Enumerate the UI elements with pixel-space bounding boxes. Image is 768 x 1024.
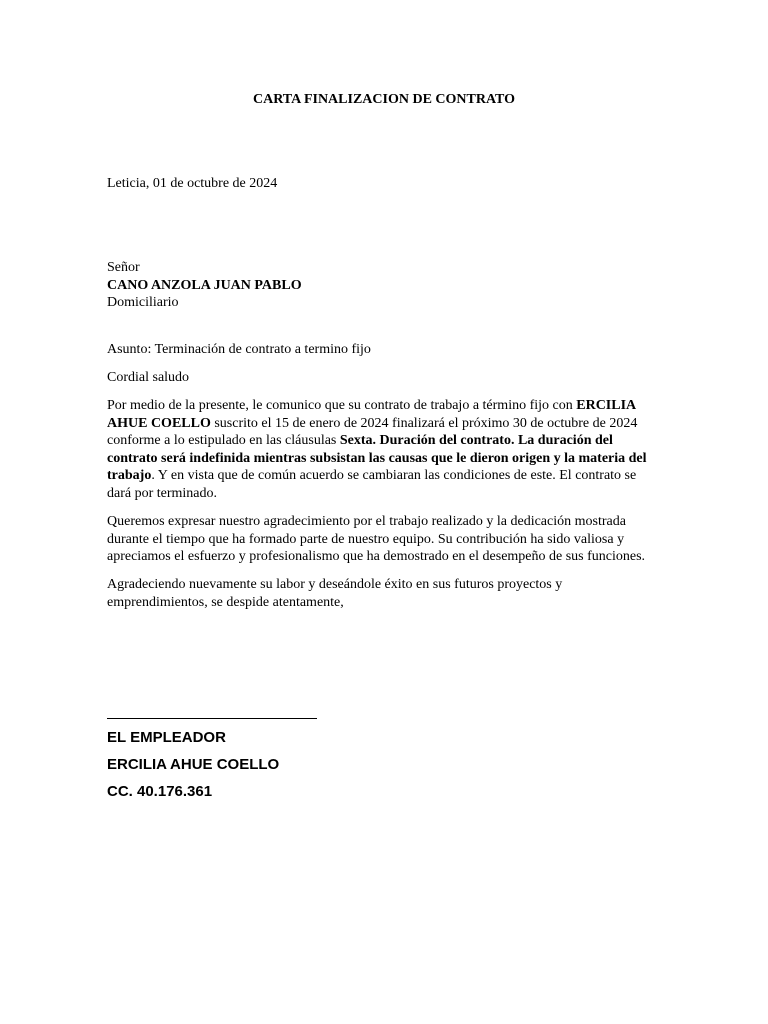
paragraph-1-text-b: suscrito el 15 de enero de 2024 finalizará el próximo 30 de octubre de 2024 conforme a lo estipulado en las cláusulas — [107, 415, 638, 448]
signature-id: CC. 40.176.361 — [107, 783, 213, 800]
recipient-role: Domiciliario — [107, 295, 179, 310]
body-paragraph-2: Queremos expresar nuestro agradecimiento por el trabajo realizado y la dedicación mostrada durante el tiempo que ha formado parte de nuestro equipo. Su contribución ha sido valiosa y apreciamos el esfuerzo y profesionalismo que ha demostrado en el desempeño de sus funciones. — [107, 514, 646, 564]
paragraph-1-text-c: . Y en vista que de común acuerdo se cambiaran las condiciones de este. El contrato se dará por terminado. — [107, 468, 637, 501]
signature-line — [107, 718, 317, 719]
recipient-salutation: Señor — [107, 260, 140, 275]
recipient-block — [107, 259, 662, 312]
place-date: Leticia, 01 de octubre de 2024 — [107, 176, 278, 191]
greeting: Cordial saludo — [107, 370, 190, 385]
signature-name: ERCILIA AHUE COELLO — [107, 756, 280, 773]
body-paragraph-3: Agradeciendo nuevamente su labor y deseándole éxito en sus futuros proyectos y emprendimientos, se despide atentamente, — [107, 577, 563, 610]
body-paragraph-1 — [107, 397, 662, 502]
recipient-name: CANO ANZOLA JUAN PABLO — [107, 277, 302, 293]
employer-name-bold: ERCILIA AHUE COELLO — [107, 398, 636, 431]
paragraph-1-text-a: Por medio de la presente, le comunico que su contrato de trabajo a término fijo con — [107, 398, 577, 413]
contract-clause-bold: Sexta. Duración del contrato. La duración del contrato será indefinida mientras subsistan las causas que le dieron origen y la materia del trabajo — [107, 433, 647, 483]
subject-line: Asunto: Terminación de contrato a termino fijo — [107, 342, 371, 357]
signature-role: EL EMPLEADOR — [107, 729, 226, 746]
letter-title: CARTA FINALIZACION DE CONTRATO — [252, 92, 516, 107]
